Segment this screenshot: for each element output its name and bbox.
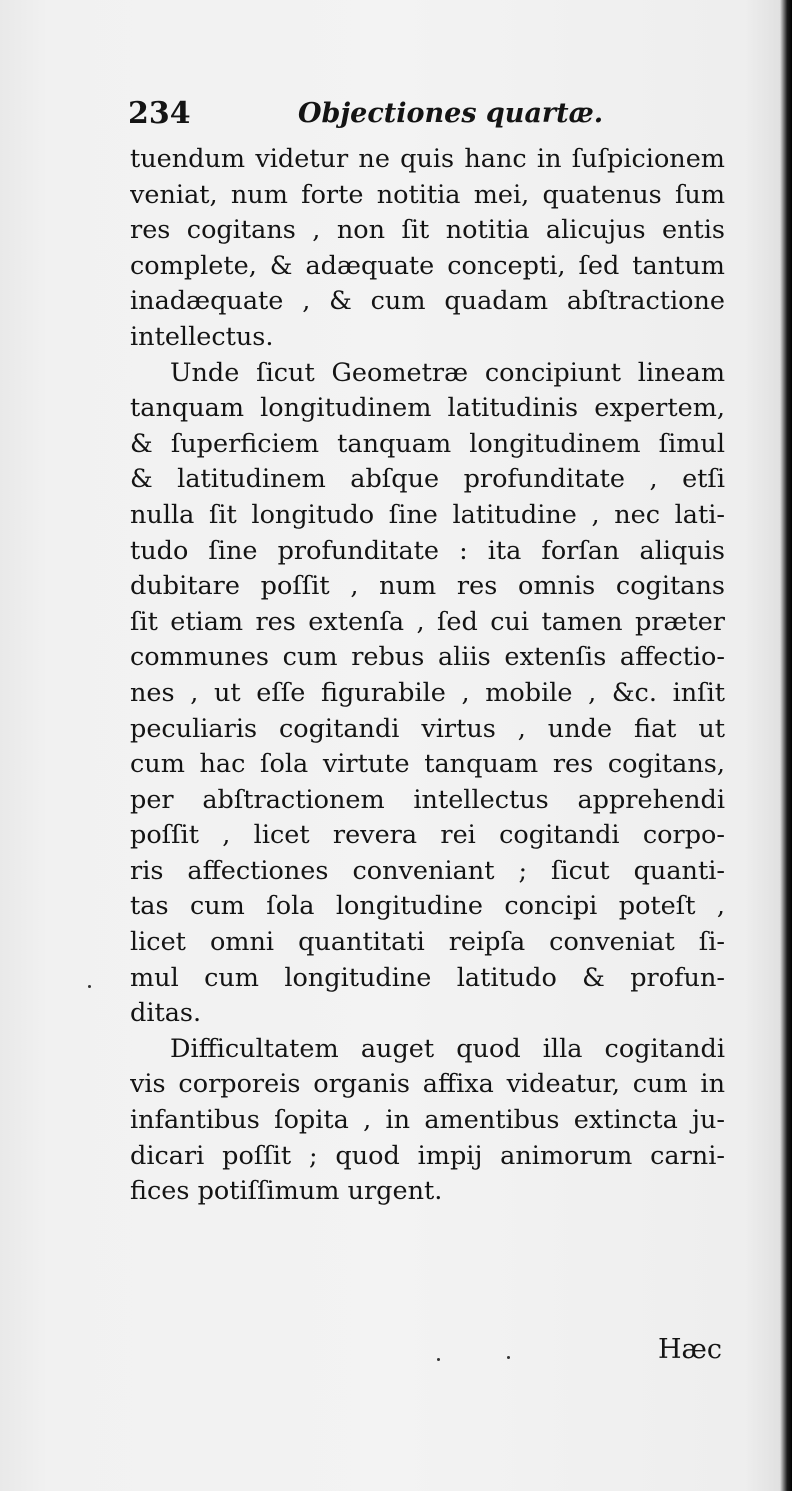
text-line: res cogitans , non ſit notitia alicujus entis: [130, 215, 725, 246]
text-line: inadæquate , & cum quadam abſtractione: [130, 286, 725, 317]
text-line: ditas.: [130, 998, 202, 1029]
text-line: infantibus ſopita , in amentibus extincta ju-: [130, 1105, 725, 1136]
text-line: Unde ſicut Geometræ concipiunt lineam: [170, 357, 725, 388]
text-line: communes cum rebus aliis extenſis affectio-: [130, 642, 725, 673]
text-line: per abſtractionem intellectus apprehendi: [130, 784, 725, 815]
running-title: Objectiones quartæ.: [298, 98, 604, 129]
ink-speck: [437, 1358, 440, 1361]
text-line: & ſuperficiem tanquam longitudinem ſimul: [130, 428, 725, 459]
text-line: peculiaris cogitandi virtus , unde fiat ut: [130, 713, 725, 744]
text-line: fices potiſſimum urgent.: [130, 1176, 443, 1207]
text-line: dicari poſſit ; quod impij animorum carni-: [130, 1140, 725, 1171]
text-line: & latitudinem abſque profunditate , etſi: [130, 464, 725, 495]
text-line: tudo ſine profunditate : ita forſan aliquis: [130, 535, 725, 566]
text-line: mul cum longitudine latitudo & profun-: [130, 962, 725, 993]
text-line: veniat, num forte notitia mei, quatenus ſum: [130, 179, 725, 210]
text-line: ſit etiam res extenſa , ſed cui tamen præter: [130, 606, 725, 637]
text-line: nulla ſit longitudo ſine latitudine , nec lati-: [130, 499, 725, 530]
page-header: [128, 94, 648, 134]
text-line: vis corporeis organis affixa videatur, cum in: [130, 1069, 725, 1100]
text-line: tanquam longitudinem latitudinis expertem,: [130, 393, 725, 424]
text-line: nes , ut eſſe figurabile , mobile , &c. inſit: [130, 677, 725, 708]
text-line: dubitare poſſit , num res omnis cogitans: [130, 571, 725, 602]
text-line: ris affectiones conveniant ; ſicut quanti-: [130, 855, 725, 886]
text-line: tuendum videtur ne quis hanc in ſuſpicionem: [130, 144, 725, 174]
page-edge-shadow: [780, 0, 792, 1491]
text-line: tas cum ſola longitudine concipi poteſt ,: [130, 891, 725, 922]
page-number: 234: [128, 96, 191, 131]
catchword: Hæc: [657, 1334, 722, 1365]
text-line: complete, & adæquate concepti, ſed tantum: [130, 250, 725, 281]
text-line: Difficultatem auget quod illa cogitandi: [170, 1033, 725, 1064]
ink-speck: [88, 985, 91, 988]
text-line: cum hac ſola virtute tanquam res cogitans,: [130, 749, 725, 780]
text-line: licet omni quantitati reipſa conveniat ſi-: [130, 927, 725, 958]
ink-speck: [507, 1356, 510, 1359]
text-line: poſſit , licet revera rei cogitandi corpo-: [130, 820, 725, 851]
text-line: intellectus.: [130, 321, 274, 352]
body-text: [130, 142, 725, 1210]
